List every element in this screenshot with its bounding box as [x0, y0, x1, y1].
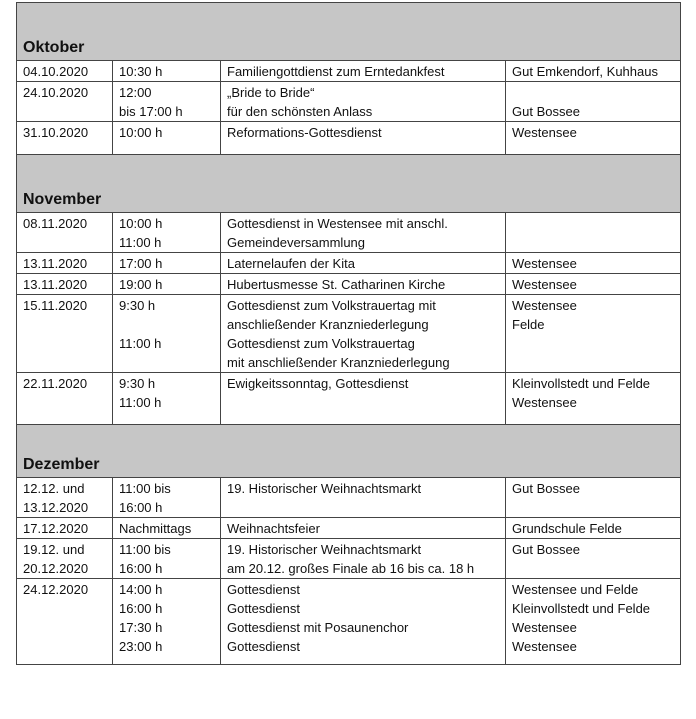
- event-date-text: 20.12.2020: [23, 561, 89, 576]
- event-place-text: Gut Bossee: [512, 542, 580, 557]
- event-place-cell: [506, 82, 681, 122]
- event-time-text: 17:00 h: [119, 256, 163, 271]
- event-date-text: 19.12. und: [23, 542, 85, 557]
- event-event-cell: [221, 539, 506, 579]
- event-event-cell: [221, 253, 506, 274]
- event-time-cell: [113, 61, 221, 82]
- event-event-text: Gottesdienst mit Posaunenchor: [227, 620, 409, 635]
- event-time-text: 19:00 h: [119, 277, 163, 292]
- event-time-text: 11:00 bis: [119, 542, 171, 557]
- event-time-cell: [113, 122, 221, 155]
- event-date-cell: [17, 295, 113, 373]
- event-date-cell: [17, 274, 113, 295]
- event-event-cell: [221, 274, 506, 295]
- event-place-text: Westensee: [512, 395, 577, 410]
- event-event-cell: [221, 213, 506, 253]
- event-place-text: [512, 83, 674, 102]
- event-event-cell: [221, 82, 506, 122]
- month-header: Dezember: [17, 425, 681, 478]
- event-event-cell: [221, 579, 506, 665]
- event-time-text: 9:30 h: [119, 376, 156, 391]
- event-place-cell: [506, 373, 681, 425]
- event-date-cell: [17, 518, 113, 539]
- event-event-cell: [221, 518, 506, 539]
- event-date-cell: [17, 373, 113, 425]
- event-time-text: 10:00 h: [119, 216, 163, 231]
- event-row: [17, 478, 681, 518]
- event-event-text: mit anschließender Kranzniederlegung: [227, 355, 450, 370]
- event-time-text: 10:30 h: [119, 64, 163, 79]
- event-place-text: Westensee: [512, 639, 577, 654]
- event-time-text: 11:00 h: [119, 235, 162, 250]
- month-header: Oktober: [17, 3, 681, 61]
- event-time-text: 23:00 h: [119, 639, 163, 654]
- event-date-text: 13.11.2020: [23, 277, 88, 292]
- event-time-text: 16:00 h: [119, 601, 163, 616]
- event-time-text: 11:00 bis: [119, 481, 171, 496]
- event-place-cell: [506, 579, 681, 665]
- event-event-cell: [221, 122, 506, 155]
- event-event-text: Laternelaufen der Kita: [227, 256, 355, 271]
- month-header-row: [17, 3, 681, 61]
- event-date-cell: [17, 61, 113, 82]
- event-event-text: am 20.12. großes Finale ab 16 bis ca. 18 h: [227, 561, 475, 576]
- event-event-text: für den schönsten Anlass: [227, 104, 373, 119]
- event-time-cell: [113, 478, 221, 518]
- event-event-text: Gottesdienst: [227, 582, 300, 597]
- event-date-cell: [17, 122, 113, 155]
- event-time-text: bis 17:00 h: [119, 104, 183, 119]
- event-place-text: Westensee: [512, 620, 577, 635]
- event-time-text: 9:30 h: [119, 298, 156, 313]
- event-place-text: Gut Bossee: [512, 481, 580, 496]
- event-event-text: Reformations-Gottesdienst: [227, 125, 382, 140]
- event-date-cell: [17, 579, 113, 665]
- event-row: [17, 82, 681, 122]
- event-event-cell: [221, 61, 506, 82]
- event-event-text: Gottesdienst in Westensee mit anschl.: [227, 216, 448, 231]
- event-place-text: [512, 214, 674, 233]
- event-row: [17, 295, 681, 373]
- event-row: [17, 122, 681, 155]
- event-place-cell: [506, 478, 681, 518]
- event-place-text: Westensee: [512, 125, 577, 140]
- event-place-text: Westensee: [512, 256, 577, 271]
- month-header-row: [17, 155, 681, 213]
- event-event-text: 19. Historischer Weihnachtsmarkt: [227, 481, 422, 496]
- event-place-cell: [506, 61, 681, 82]
- event-time-text: 10:00 h: [119, 125, 163, 140]
- event-event-text: anschließender Kranzniederlegung: [227, 317, 429, 332]
- event-time-cell: [113, 213, 221, 253]
- event-event-text: Ewigkeitssonntag, Gottesdienst: [227, 376, 409, 391]
- event-time-text: 16:00 h: [119, 561, 163, 576]
- event-event-text: Hubertusmesse St. Catharinen Kirche: [227, 277, 446, 292]
- event-event-text: Gottesdienst zum Volkstrauertag mit: [227, 298, 436, 313]
- event-row: [17, 61, 681, 82]
- event-time-cell: [113, 373, 221, 425]
- event-date-cell: [17, 478, 113, 518]
- event-row: [17, 539, 681, 579]
- event-date-text: 15.11.2020: [23, 298, 88, 313]
- event-time-text: [119, 315, 214, 334]
- event-time-cell: [113, 579, 221, 665]
- event-place-text: Westensee und Felde: [512, 582, 639, 597]
- event-time-cell: [113, 295, 221, 373]
- event-date-cell: [17, 539, 113, 579]
- event-time-text: 16:00 h: [119, 500, 163, 515]
- event-place-text: Gut Emkendorf, Kuhhaus: [512, 64, 658, 79]
- event-place-cell: [506, 213, 681, 253]
- event-row: [17, 518, 681, 539]
- event-place-text: Felde: [512, 317, 545, 332]
- event-time-cell: [113, 539, 221, 579]
- event-date-text: 12.12. und: [23, 481, 85, 496]
- event-place-cell: [506, 274, 681, 295]
- event-place-text: Gut Bossee: [512, 104, 580, 119]
- event-time-cell: [113, 82, 221, 122]
- event-place-text: Kleinvollstedt und Felde: [512, 376, 651, 391]
- event-event-text: Weihnachtsfeier: [227, 521, 320, 536]
- event-time-text: 11:00 h: [119, 395, 162, 410]
- event-place-cell: [506, 539, 681, 579]
- event-place-text: Kleinvollstedt und Felde: [512, 601, 651, 616]
- event-calendar: [16, 2, 680, 665]
- events-table: [16, 2, 681, 665]
- event-place-text: Westensee: [512, 298, 577, 313]
- event-time-cell: [113, 274, 221, 295]
- event-time-text: Nachmittags: [119, 521, 192, 536]
- event-event-cell: [221, 373, 506, 425]
- event-time-cell: [113, 518, 221, 539]
- event-place-cell: [506, 518, 681, 539]
- event-date-text: 08.11.2020: [23, 216, 88, 231]
- event-time-text: 17:30 h: [119, 620, 163, 635]
- event-date-text: 22.11.2020: [23, 376, 88, 391]
- event-row: [17, 579, 681, 665]
- event-place-text: Grundschule Felde: [512, 521, 622, 536]
- event-date-text: 17.12.2020: [23, 521, 89, 536]
- events-table-body: [17, 3, 681, 665]
- event-event-text: Gottesdienst zum Volkstrauertag: [227, 336, 415, 351]
- event-date-text: 24.12.2020: [23, 582, 89, 597]
- event-date-cell: [17, 253, 113, 274]
- event-row: [17, 274, 681, 295]
- month-header-row: [17, 425, 681, 478]
- event-event-text: Familiengottdienst zum Erntedankfest: [227, 64, 445, 79]
- event-row: [17, 253, 681, 274]
- event-event-text: „Bride to Bride“: [227, 85, 315, 100]
- event-event-cell: [221, 478, 506, 518]
- event-date-cell: [17, 82, 113, 122]
- event-date-text: 04.10.2020: [23, 64, 89, 79]
- event-time-text: 12:00: [119, 85, 152, 100]
- event-time-cell: [113, 253, 221, 274]
- event-date-text: 24.10.2020: [23, 85, 89, 100]
- event-event-text: 19. Historischer Weihnachtsmarkt: [227, 542, 422, 557]
- event-place-cell: [506, 295, 681, 373]
- event-place-cell: [506, 253, 681, 274]
- event-date-text: 13.12.2020: [23, 500, 89, 515]
- event-event-text: Gottesdienst: [227, 639, 300, 654]
- event-date-cell: [17, 213, 113, 253]
- event-event-text: Gemeindeversammlung: [227, 235, 366, 250]
- event-event-cell: [221, 295, 506, 373]
- event-row: [17, 373, 681, 425]
- event-date-text: 13.11.2020: [23, 256, 88, 271]
- month-header: November: [17, 155, 681, 213]
- event-date-text: 31.10.2020: [23, 125, 89, 140]
- event-place-cell: [506, 122, 681, 155]
- event-row: [17, 213, 681, 253]
- event-time-text: 11:00 h: [119, 336, 162, 351]
- event-time-text: 14:00 h: [119, 582, 163, 597]
- event-event-text: Gottesdienst: [227, 601, 300, 616]
- event-place-text: Westensee: [512, 277, 577, 292]
